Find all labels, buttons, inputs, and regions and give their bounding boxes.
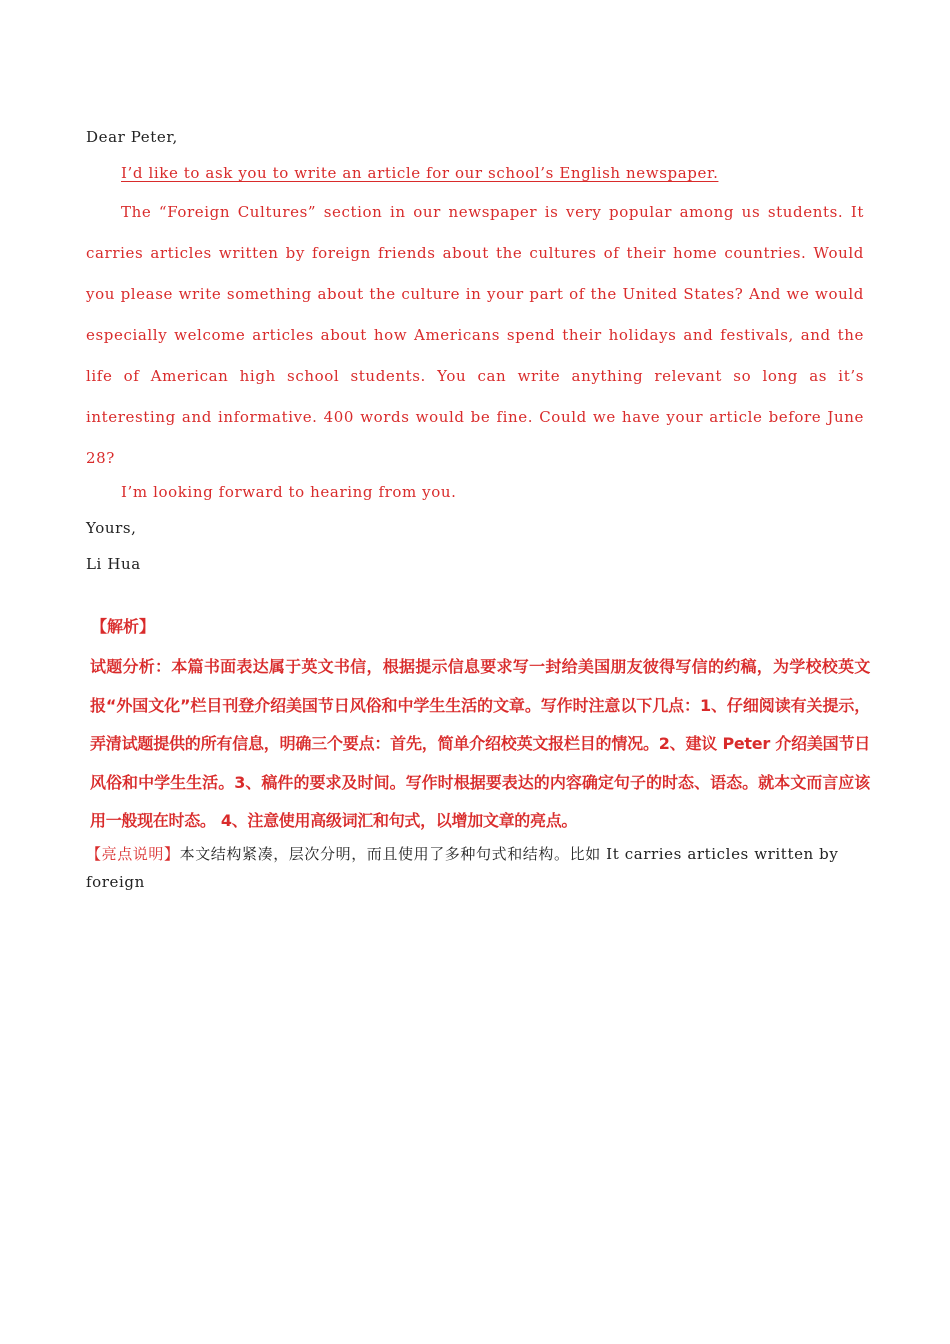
highlight-note	[86, 840, 866, 896]
letter-opening-sentence: I’d like to ask you to write an article for our school’s English newspaper.	[121, 164, 719, 182]
highlight-label: 【亮点说明】	[86, 845, 180, 863]
letter-closing: I’m looking forward to hearing from you.	[121, 483, 457, 501]
letter-sign-off: Yours,	[86, 519, 137, 537]
analysis-heading: 【解析】	[91, 617, 156, 636]
letter-signature: Li Hua	[86, 555, 141, 573]
analysis-text: 试题分析：本篇书面表达属于英文书信，根据提示信息要求写一封给美国朋友彼得写信的约稿，为学校校英文报“外国文化”栏目刊登介绍美国节日风俗和中学生生活的文章。写作时注意以下几点：1、仔细阅读有关提示，弄清试题提供的所有信息，明确三个要点：首先，简单介绍校英文报栏目的情况。2、建议 Peter 介绍美国节日风俗和中学生生活。3、稿件的要求及时间。写作时根据要表达的内容确定句子的时态、语态。就本文而言应该用一般现在时态。 4、注意使用高级词汇和句式，以增加文章的亮点。	[90, 657, 870, 830]
letter-body-paragraph: The “Foreign Cultures” section in our newspaper is very popular among us students. It carries articles written by foreign friends about the cultures of their home countries. Would you please write something about the culture in your part of the United States? And we would especially welcome articles about how Americans spend their holidays and festivals, and the life of American high school students. You can write anything relevant so long as it’s interesting and informative. 400 words would be fine. Could we have your article before June 28?	[86, 203, 864, 467]
highlight-text: 本文结构紧凑，层次分明，而且使用了多种句式和结构。比如 It carries articles written by foreign	[86, 845, 839, 891]
letter-salutation: Dear Peter,	[86, 128, 178, 146]
